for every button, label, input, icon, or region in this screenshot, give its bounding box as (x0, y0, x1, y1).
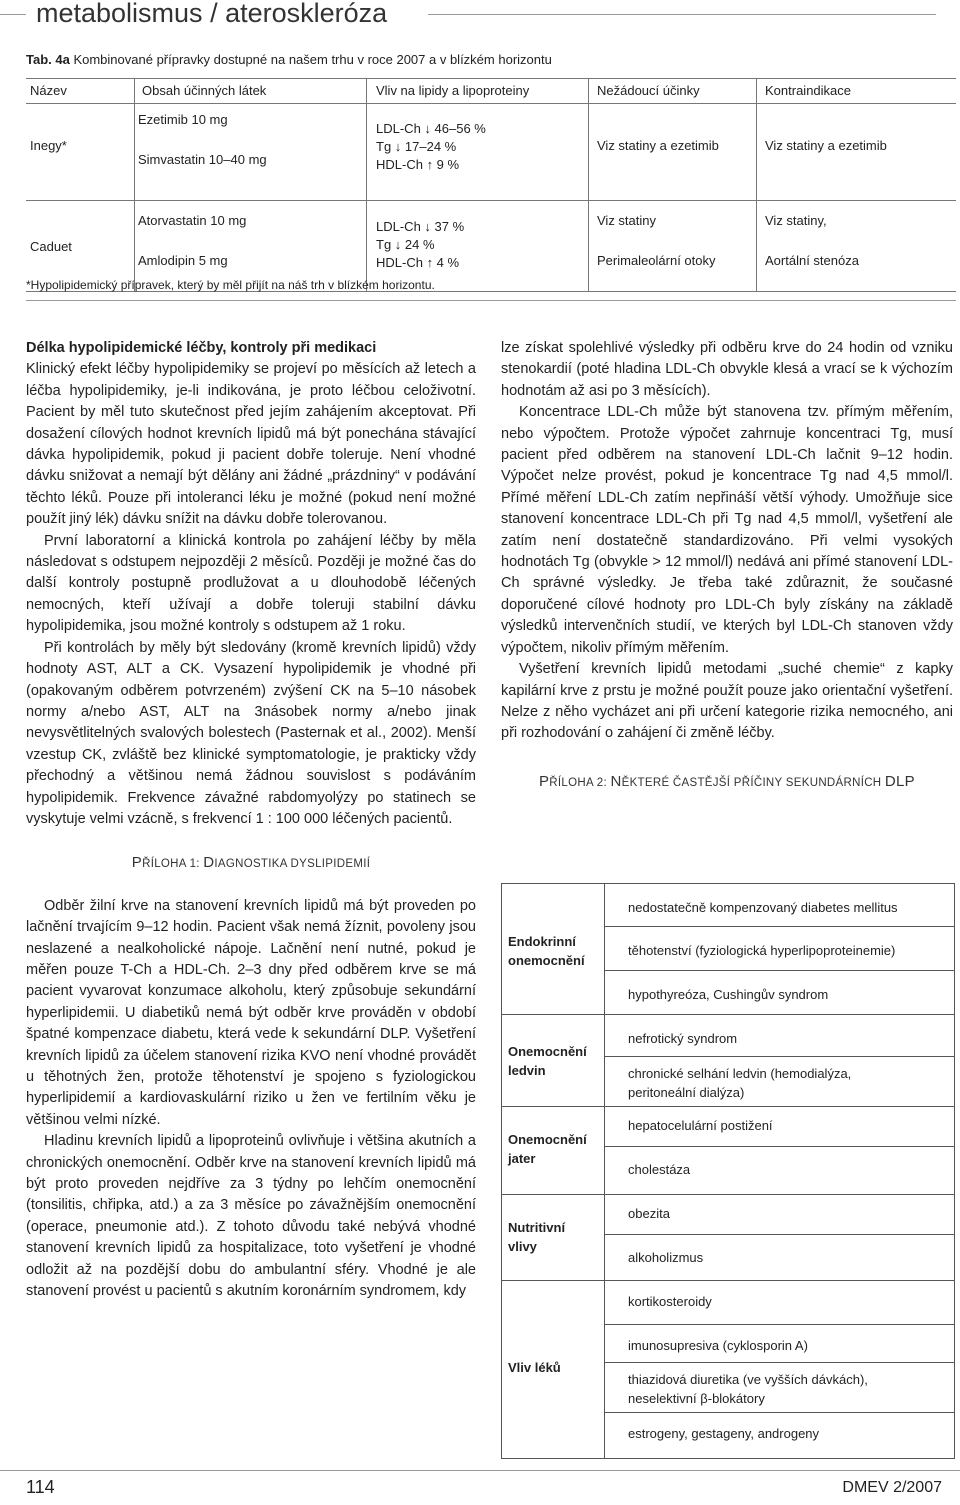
col-divider (134, 79, 135, 103)
category-label (508, 1042, 587, 1080)
item-divider (604, 1362, 954, 1363)
item-divider (604, 1146, 954, 1147)
drug-name: Inegy* (30, 138, 67, 153)
table-caption-label: Tab. 4a (26, 52, 70, 67)
paragraph: Hladinu krevních lipidů a lipoproteinů ovlivňuje i většina akutních a chronických onemocnění. Odběr krve na stanovení krevních lipidů má být proto proveden nejdříve za 3 týdny po lehčím onemocnění (tonsilitis, chřipka, atd.) a za 3 měsíce po závažnějším onemocnění (operace, pneumonie atd.). Z tohoto důvodu také nebývá vhodné stanovení krevních lipidů za hospitalizace, toto vyšetření je vhodné odložit až na pozdější dobu do ambulantní sféry. Vhodné je ale stanovení provést u pacientů s akutním koronárním syndromem, kdy (26, 1133, 476, 1300)
col-header-contra: Kontraindikace (765, 83, 851, 98)
appendix1-title-part: IAGNOSTIKA DYSLIPIDEMIÍ (214, 858, 371, 871)
combination-drugs-table (26, 78, 956, 292)
page-number: 114 (26, 1477, 55, 1497)
cause-item: nedostatečně kompenzovaný diabetes mellitus (628, 900, 898, 915)
lipid-effect: HDL-Ch ↑ 9 % (376, 157, 460, 172)
category-label (508, 932, 585, 970)
item-divider (604, 1106, 954, 1107)
paragraph: Klinický efekt léčby hypolipidemiky se projeví po měsících až letech a léčba hypolipidemiky, je-li indikována, je proto léčbou celoživotní. Pacient by měl tuto skutečnost před jejím zahájením akceptovat. Při dosažení cílových hodnot krevních lipidů má být ponechána stávající dávka hypolipidemik, pokud ji pacient dobře toleruje. Není vhodné dávku snižovat a nemají být dělány ani žádné „prázdniny“ v podávání těchto léků. Pouze při intoleranci léku je možné (pokud není možné použít jiný lék) dávku snížit na dávku dobře tolerovanou. (26, 361, 476, 528)
col-header-adverse: Nežádoucí účinky (597, 83, 700, 98)
adverse-effect: Viz statiny a ezetimib (597, 138, 719, 153)
paragraph: Odběr žilní krve na stanovení krevních lipidů má být proveden po lačnění trvajícím 9–12 hodin. Pacient však nemá žíznit, povoleny jsou neslazené a nealkoholické nápoje. Lačnění není nutné, pokud je měřen pouze T-Ch a HDL-Ch. 2–3 dny před odběrem krve se má pacient vyvarovat konzumace alkoholu, který způsobuje sekundární hyperlipidemii. U diabetiků nemá být odběr krve prováděn v období špatné kompenzace diabetu, která vede k sekundární DLP. Vyšetření krevních lipidů za účelem stanovení rizika KVO není vhodné provádět u těhotných žen, protože těhotenství je spojeno s fyziologickou hyperlipidemií a kardiovaskulární riziko u žen ve fertilním věku je většinou velmi nízké. (26, 897, 476, 1128)
col-divider (756, 104, 757, 200)
cause-item: imunosupresiva (cyklosporin A) (628, 1338, 808, 1353)
category-label (508, 1358, 561, 1377)
appendix1-title (26, 852, 476, 875)
cause-item: alkoholizmus (628, 1250, 704, 1265)
table-bottom-rule (26, 300, 956, 301)
item-divider (604, 1280, 954, 1281)
lipid-effect: Tg ↓ 24 % (376, 237, 435, 252)
substance: Ezetimib 10 mg (138, 112, 228, 127)
cause-item: chronické selhání ledvin (hemodialýza, peritoneální dialýza) (628, 1066, 852, 1100)
lipid-effect: HDL-Ch ↑ 4 % (376, 255, 460, 270)
item-divider (604, 1194, 954, 1195)
right-column (501, 338, 953, 794)
col-divider (588, 104, 589, 200)
category-label-text: Vliv léků (508, 1360, 561, 1375)
substance: Simvastatin 10–40 mg (138, 152, 267, 167)
cause-item: estrogeny, gestageny, androgeny (628, 1426, 820, 1441)
lipid-effect: LDL-Ch ↓ 46–56 % (376, 121, 486, 136)
table-footnote: *Hypolipidemický přípravek, který by měl přijít na náš trh v blízkém horizontu. (26, 278, 435, 292)
item-divider (604, 1056, 954, 1057)
item-divider (604, 1324, 954, 1325)
category-label-text: Nutritivní vlivy (508, 1220, 566, 1254)
appendix2-title-part: DLP (884, 772, 915, 790)
substance: Atorvastatin 10 mg (138, 213, 247, 228)
journal-issue: DMEV 2/2007 (842, 1479, 942, 1496)
header-rule-left (0, 14, 26, 15)
lipid-effect: LDL-Ch ↓ 37 % (376, 219, 465, 234)
cause-item: nefrotický syndrom (628, 1031, 738, 1046)
col-divider (588, 201, 589, 291)
paragraph: První laboratorní a klinická kontrola po zahájení léčby by měla následovat s odstupem nejpozději 2 měsíců. Později je možné čas do další kontroly postupně prodlužovat a u dlouhodobě léčených nemocných, kteří užívají a dobře toleruji stabilní dávku hypolipidemika, jsou možné kontroly s odstupem až 1 roku. (26, 532, 476, 635)
cause-item: hepatocelulární postižení (628, 1118, 773, 1133)
section-heading: Délka hypolipidemické léčby, kontroly při medikaci (26, 340, 377, 356)
header-rule (428, 14, 936, 15)
col-header-substances: Obsah účinných látek (142, 83, 267, 98)
col-divider (134, 104, 135, 200)
cause-item: hypothyreóza, Cushingův syndrom (628, 987, 829, 1002)
col-divider (588, 79, 589, 103)
table-row (26, 104, 956, 201)
secondary-dlp-causes-table (501, 883, 955, 1459)
col-divider (756, 201, 757, 291)
contraindication: Aortální stenóza (765, 253, 859, 268)
paragraph: lze získat spolehlivé výsledky při odběru krve do 24 hodin od vzniku stenokardií (poté hladina LDL-Ch obvykle klesá a vrací se k výchozím hodnotám až asi po 3 měsících). (501, 340, 953, 399)
item-divider (604, 1412, 954, 1413)
table-caption (26, 52, 552, 67)
category-label (508, 1218, 565, 1256)
cause-item: kortikosteroidy (628, 1294, 712, 1309)
category-divider-h (502, 1194, 604, 1195)
item-divider (604, 1014, 954, 1015)
appendix2-title (501, 771, 953, 794)
item-divider (604, 1234, 954, 1235)
paragraph: Při kontrolách by měly být sledovány (kromě krevních lipidů) vždy hodnoty AST, ALT a CK. Vysazení hypolipidemik je vhodné při (opakovaným odběrem potvrzeném) zvýšení CK na 5–10 násobek normy a/nebo AST, ALT na 3násobek normy a/nebo jinak nevysvětlitelných svalových bolestech (Pasternak et al., 2002). Menší vzestup CK, zvláště bez klinické symptomatologie, je prakticky vždy přechodný a většinou nemá žádnou souvislost s podáváním hypolipidemik. Frekvence závažné rabdomyolýzy po statinech se vyskytuje velmi vzácně, s frekvencí 1 : 100 000 léčených pacientů. (26, 639, 476, 827)
appendix2-title-part: P (538, 772, 550, 790)
appendix1-title-part: D (203, 854, 215, 872)
lipid-effect: Tg ↓ 17–24 % (376, 139, 457, 154)
paragraph: Koncentrace LDL-Ch může být stanovena tzv. přímým měřením, nebo výpočtem. Protože výpočet zahrnuje koncentraci Tg, musí pacient před odběrem na stanovení LDL-Ch lačnit 9–12 hodin. Výpočet nelze provést, pokud je koncentrace Tg nad 4,5 mmol/l. Přímé měření LDL-Ch zatím nepřináší větší výhody. Umožňuje sice stanovení koncentrace LDL-Ch při Tg nad 4,5 mmol/l, vyšetření ale zatím není dostatečně standardizováno. Při velmi vysokých hodnotách Tg (obvykle > 12 mmol/l) nedává ani přímé stanovení LDL-Ch správné výsledky. Je třeba také zdůraznit, že současné doporučené cílové hodnoty pro LDL-Ch byly získány na základě výsledků intervenčních studií, ve kterých byl LDL-Ch stanoven vždy výpočtem, nikoliv přímým měřením. (501, 404, 953, 656)
appendix2-title-part: N (610, 772, 622, 790)
drug-name: Caduet (30, 239, 72, 254)
col-divider (756, 79, 757, 103)
page-section-title: metabolismus / ateroskleróza (36, 0, 388, 28)
appendix1-title-part: ŘÍLOHA 1: (142, 858, 204, 871)
left-column (26, 338, 476, 1302)
table-caption-text: Kombinované přípravky dostupné na našem trhu v roce 2007 a v blízkém horizontu (69, 52, 552, 67)
category-label-text: Endokrinní onemocnění (508, 934, 585, 968)
adverse-effect: Viz statiny (597, 213, 657, 228)
paragraph: Vyšetření krevních lipidů metodami „suché chemie“ z kapky kapilární krve z prstu je možné použít pouze jako orientační vyšetření. Nelze z něho vycházet ani při určení kategorie rizika nemocného, ani při rozhodování o zahájení či změně léčby. (501, 661, 953, 742)
cause-item: obezita (628, 1206, 670, 1221)
appendix1-title-part: P (131, 854, 143, 872)
substance: Amlodipin 5 mg (138, 253, 228, 268)
col-divider (366, 104, 367, 200)
item-divider (604, 970, 954, 971)
col-divider (366, 79, 367, 103)
table-header-row (26, 79, 956, 104)
item-divider (604, 926, 954, 927)
category-divider-h (502, 1280, 604, 1281)
appendix2-title-part: ĚKTERÉ ČASTĚJŠÍ PŘÍČINY SEKUNDÁRNÍCH (621, 776, 885, 789)
category-divider-h (502, 1014, 604, 1015)
category-label (508, 1130, 587, 1168)
category-divider-h (502, 1106, 604, 1107)
category-label-text: Onemocnění ledvin (508, 1044, 587, 1078)
contraindication: Viz statiny a ezetimib (765, 138, 887, 153)
contraindication: Viz statiny, (765, 213, 827, 228)
footer-rule (0, 1470, 960, 1471)
col-header-effects: Vliv na lipidy a lipoproteiny (376, 83, 530, 98)
col-header-name: Název (30, 83, 67, 98)
adverse-effect: Perimaleolární otoky (597, 253, 716, 268)
cause-item: cholestáza (628, 1162, 691, 1177)
cause-item: thiazidová diuretika (ve vyšších dávkách), neselektivní β-blokátory (628, 1372, 868, 1406)
appendix2-title-part: ŘÍLOHA 2: (549, 776, 611, 789)
cause-item: těhotenství (fyziologická hyperlipoproteinemie) (628, 943, 896, 958)
category-label-text: Onemocnění jater (508, 1132, 587, 1166)
